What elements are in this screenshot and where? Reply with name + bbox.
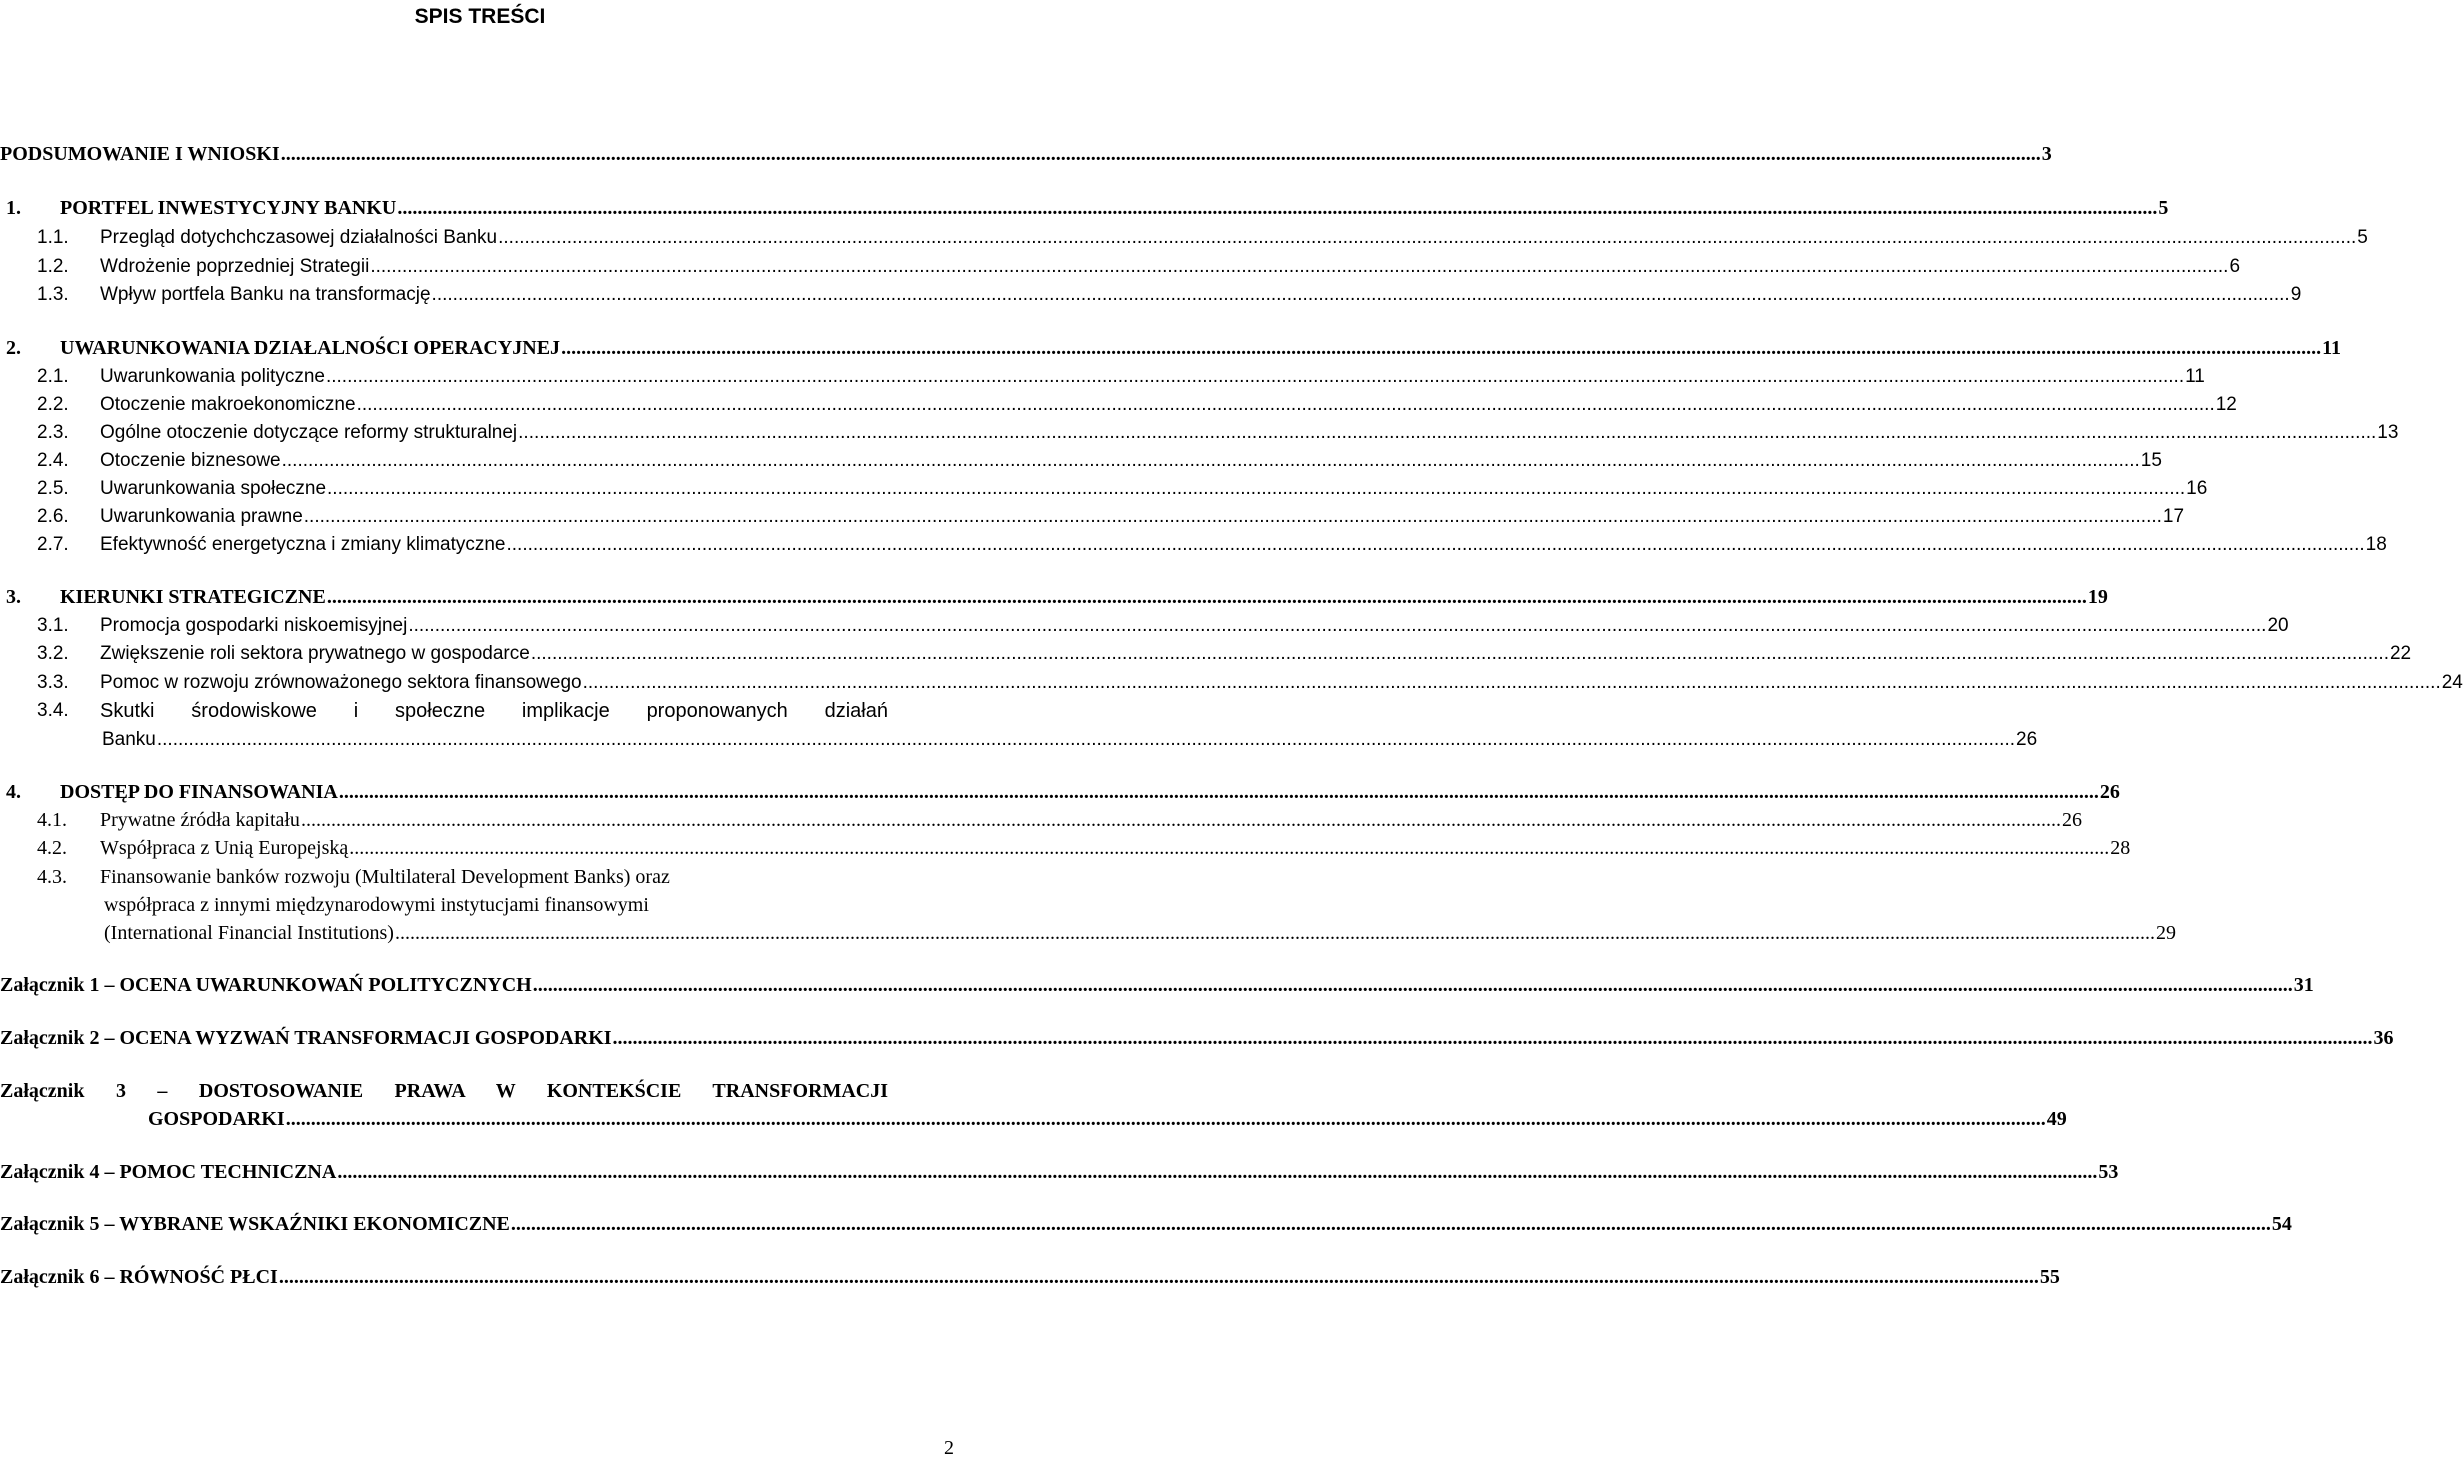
- toc-entry-title: KIERUNKI STRATEGICZNE: [60, 586, 326, 608]
- toc-page-number: 18: [2365, 534, 2387, 555]
- toc-entry-title: Współpraca z Unią Europejską: [100, 837, 349, 859]
- toc-page-number: 26: [2099, 781, 2120, 803]
- toc-entry-number: 2.6.: [37, 506, 69, 527]
- toc-leader: ................................................................................................................................................................................................................................................................................................................................................................: [532, 974, 2293, 996]
- toc-leader: ................................................................................................................................................................................................................................................................................................................................................................: [506, 534, 2365, 555]
- toc-page-number: 11: [2185, 366, 2205, 387]
- toc-page-number: 28: [2110, 837, 2131, 859]
- toc-leader: ................................................................................................................................................................................................................................................................................................................................................................: [370, 256, 2229, 277]
- toc-entry-4-3-cont1[interactable]: [104, 894, 649, 917]
- toc-entry-title: Uwarunkowania społeczne: [100, 478, 327, 499]
- toc-entry-2-5[interactable]: [0, 478, 2208, 500]
- toc-leader: ................................................................................................................................................................................................................................................................................................................................................................: [326, 586, 2087, 608]
- toc-page-number: 53: [2098, 1161, 2119, 1183]
- toc-entry-number: 2.7.: [37, 534, 69, 555]
- toc-entry-title: Uwarunkowania polityczne: [100, 366, 325, 387]
- toc-entry-number: 4.1.: [37, 809, 67, 831]
- toc-entry-number: 1.3.: [37, 284, 69, 305]
- toc-entry-number: 3.2.: [37, 643, 69, 664]
- toc-entry-title: Efektywność energetyczna i zmiany klimatyczne: [100, 534, 506, 555]
- toc-entry-title: Wpływ portfela Banku na transformację: [100, 284, 431, 305]
- toc-entry-number: 3.4.: [37, 700, 69, 721]
- toc-entry-title: Załącznik 4 – POMOC TECHNICZNA: [0, 1161, 337, 1183]
- toc-entry-title-cont: GOSPODARKI: [148, 1108, 285, 1130]
- toc-entry-title: Wdrożenie poprzedniej Strategii: [100, 256, 370, 277]
- toc-leader: ................................................................................................................................................................................................................................................................................................................................................................: [285, 1108, 2046, 1130]
- toc-entry-4[interactable]: [0, 781, 2120, 804]
- toc-entry-title: PODSUMOWANIE I WNIOSKI: [0, 143, 280, 165]
- toc-entry-title: Skutki środowiskowe i społeczne implikacje proponowanych działań: [100, 700, 888, 722]
- toc-page-number: 54: [2271, 1213, 2292, 1235]
- toc-entry-1-2[interactable]: [0, 256, 2241, 278]
- toc-entry-2-6[interactable]: [0, 506, 2185, 528]
- toc-page-number: 22: [2389, 643, 2412, 664]
- toc-entry-2-4[interactable]: [0, 450, 2162, 472]
- toc-entry-2-2[interactable]: [0, 394, 2237, 416]
- toc-page-number: 49: [2046, 1108, 2067, 1130]
- toc-leader: ................................................................................................................................................................................................................................................................................................................................................................: [612, 1027, 2373, 1049]
- toc-leader: ................................................................................................................................................................................................................................................................................................................................................................: [561, 337, 2322, 359]
- toc-page-number: 24: [2441, 672, 2463, 693]
- toc-page-number: 17: [2162, 506, 2185, 527]
- toc-entry-title-cont: Banku: [102, 729, 156, 750]
- toc-leader: ................................................................................................................................................................................................................................................................................................................................................................: [582, 672, 2441, 693]
- toc-page-number: 55: [2039, 1266, 2060, 1288]
- toc-entry-2-7[interactable]: [0, 534, 2387, 556]
- toc-page-number: 5: [2158, 197, 2169, 219]
- toc-leader: ................................................................................................................................................................................................................................................................................................................................................................: [280, 143, 2041, 165]
- toc-leader: ................................................................................................................................................................................................................................................................................................................................................................: [356, 394, 2215, 415]
- toc-entry-zalacznik-6[interactable]: [0, 1266, 2060, 1289]
- toc-entry-zalacznik-5[interactable]: [0, 1213, 2292, 1236]
- toc-leader: ................................................................................................................................................................................................................................................................................................................................................................: [156, 729, 2016, 750]
- page-number: 2: [944, 1437, 954, 1459]
- toc-page-number: 31: [2293, 974, 2314, 996]
- toc-entry-title-cont: (International Financial Institutions): [104, 922, 394, 944]
- toc-entry-number: 1.2.: [37, 256, 69, 277]
- toc-leader: ................................................................................................................................................................................................................................................................................................................................................................: [394, 922, 2155, 944]
- toc-entry-3-4[interactable]: [37, 700, 888, 723]
- toc-leader: ................................................................................................................................................................................................................................................................................................................................................................: [498, 227, 2357, 248]
- toc-entry-number: 1.1.: [37, 227, 69, 248]
- toc-page-number: 29: [2155, 922, 2176, 944]
- toc-page-number: 26: [2016, 729, 2038, 750]
- toc-entry-number: 2.4.: [37, 450, 69, 471]
- toc-page-number: 36: [2373, 1027, 2394, 1049]
- toc-entry-title: Załącznik 5 – WYBRANE WSKAŹNIKI EKONOMICZNE: [0, 1213, 510, 1235]
- toc-entry-3-2[interactable]: [0, 643, 2412, 665]
- toc-entry-title: Załącznik 2 – OCENA WYZWAŃ TRANSFORMACJI GOSPODARKI: [0, 1027, 612, 1049]
- toc-entry-title: Otoczenie makroekonomiczne: [100, 394, 356, 415]
- toc-entry-title: Zwiększenie roli sektora prywatnego w gospodarce: [100, 643, 530, 664]
- toc-entry-zalacznik-1[interactable]: [0, 974, 2314, 997]
- toc-leader: ................................................................................................................................................................................................................................................................................................................................................................: [431, 284, 2290, 305]
- toc-entry-4-3[interactable]: [37, 866, 670, 889]
- toc-leader: ................................................................................................................................................................................................................................................................................................................................................................: [518, 422, 2377, 443]
- toc-entry-1-3[interactable]: [0, 284, 2302, 306]
- page-title: SPIS TREŚCI: [414, 5, 546, 28]
- toc-entry-number: 4.2.: [37, 837, 67, 859]
- toc-leader: ................................................................................................................................................................................................................................................................................................................................................................: [337, 1161, 2098, 1183]
- toc-leader: ................................................................................................................................................................................................................................................................................................................................................................: [325, 366, 2185, 387]
- toc-page-number: 3: [2041, 143, 2052, 165]
- toc-leader: ................................................................................................................................................................................................................................................................................................................................................................: [303, 506, 2162, 527]
- toc-entry-4-3-cont2[interactable]: [104, 922, 2176, 945]
- toc-page-number: 11: [2322, 337, 2341, 359]
- toc-page-number: 13: [2377, 422, 2399, 443]
- toc-entry-title: Załącznik 6 – RÓWNOŚĆ PŁCI: [0, 1266, 278, 1288]
- toc-entry-number: 1.: [6, 197, 21, 219]
- toc-leader: ................................................................................................................................................................................................................................................................................................................................................................: [397, 197, 2158, 219]
- toc-page-number: 12: [2215, 394, 2237, 415]
- toc-entry-number: 3.: [6, 586, 21, 608]
- toc-entry-number: 3.3.: [37, 672, 69, 693]
- toc-leader: ................................................................................................................................................................................................................................................................................................................................................................: [349, 837, 2110, 859]
- toc-entry-title: Pomoc w rozwoju zrównoważonego sektora finansowego: [100, 672, 582, 693]
- toc-entry-number: 2.5.: [37, 478, 69, 499]
- toc-page-number: 19: [2087, 586, 2108, 608]
- toc-entry-title: Promocja gospodarki niskoemisyjnej: [100, 615, 408, 636]
- toc-leader: ................................................................................................................................................................................................................................................................................................................................................................: [278, 1266, 2039, 1288]
- toc-entry-title: Otoczenie biznesowe: [100, 450, 281, 471]
- toc-entry-title: DOSTĘP DO FINANSOWANIA: [60, 781, 338, 803]
- toc-page-number: 26: [2061, 809, 2082, 831]
- toc-entry-title-cont: współpraca z innymi międzynarodowymi instytucjami finansowymi: [104, 894, 649, 916]
- toc-entry-title: PORTFEL INWESTYCYJNY BANKU: [60, 197, 397, 219]
- toc-leader: ................................................................................................................................................................................................................................................................................................................................................................: [510, 1213, 2271, 1235]
- toc-page-number: 9: [2290, 284, 2302, 305]
- toc-page-number: 6: [2229, 256, 2241, 277]
- toc-entry-2-1[interactable]: [0, 366, 2205, 388]
- toc-entry-title: Załącznik 3 – DOSTOSOWANIE PRAWA W KONTEKŚCIE TRANSFORMACJI: [0, 1080, 888, 1102]
- toc-entry-zalacznik-3[interactable]: [0, 1080, 888, 1103]
- toc-entry-title: Załącznik 1 – OCENA UWARUNKOWAŃ POLITYCZNYCH: [0, 974, 532, 996]
- toc-entry-number: 2.2.: [37, 394, 69, 415]
- toc-entry-title: Uwarunkowania prawne: [100, 506, 303, 527]
- toc-entry-title: Prywatne źródła kapitału: [100, 809, 300, 831]
- toc-entry-2-3[interactable]: [0, 422, 2399, 444]
- toc-entry-3-1[interactable]: [0, 615, 2289, 637]
- toc-entry-number: 4.3.: [37, 866, 67, 888]
- toc-entry-podsumowanie[interactable]: [0, 143, 2052, 166]
- toc-page-number: 15: [2140, 450, 2162, 471]
- toc-entry-1[interactable]: [0, 197, 2169, 220]
- toc-leader: ................................................................................................................................................................................................................................................................................................................................................................: [338, 781, 2099, 803]
- toc-entry-1-1[interactable]: [0, 227, 2368, 249]
- toc-entry-zalacznik-4[interactable]: [0, 1161, 2119, 1184]
- toc-entry-3-4-cont[interactable]: [102, 729, 2038, 751]
- toc-entry-4-1[interactable]: [0, 809, 2082, 832]
- toc-entry-4-2[interactable]: [0, 837, 2131, 860]
- toc-entry-zalacznik-2[interactable]: [0, 1027, 2394, 1050]
- toc-entry-number: 3.1.: [37, 615, 69, 636]
- toc-page-number: 5: [2357, 227, 2368, 248]
- toc-page-number: 16: [2186, 478, 2208, 499]
- toc-entry-number: 4.: [6, 781, 21, 803]
- toc-leader: ................................................................................................................................................................................................................................................................................................................................................................: [530, 643, 2389, 664]
- toc-page-number: 20: [2267, 615, 2289, 636]
- toc-entry-2[interactable]: [0, 337, 2341, 360]
- toc-entry-title: Przegląd dotychchczasowej działalności Banku: [100, 227, 498, 248]
- toc-entry-number: 2.1.: [37, 366, 69, 387]
- toc-leader: ................................................................................................................................................................................................................................................................................................................................................................: [281, 450, 2140, 471]
- toc-entry-number: 2.3.: [37, 422, 69, 443]
- toc-entry-title: UWARUNKOWANIA DZIAŁALNOŚCI OPERACYJNEJ: [60, 337, 561, 359]
- toc-entry-zalacznik-3-cont[interactable]: [148, 1108, 2067, 1131]
- toc-entry-number: 2.: [6, 337, 21, 359]
- toc-entry-3-3[interactable]: [0, 672, 2463, 694]
- toc-entry-title: Ogólne otoczenie dotyczące reformy strukturalnej: [100, 422, 518, 443]
- toc-leader: ................................................................................................................................................................................................................................................................................................................................................................: [300, 809, 2061, 831]
- toc-leader: ................................................................................................................................................................................................................................................................................................................................................................: [327, 478, 2186, 499]
- toc-entry-title: Finansowanie banków rozwoju (Multilateral Development Banks) oraz: [100, 866, 670, 888]
- toc-leader: ................................................................................................................................................................................................................................................................................................................................................................: [408, 615, 2267, 636]
- toc-entry-3[interactable]: [0, 586, 2108, 609]
